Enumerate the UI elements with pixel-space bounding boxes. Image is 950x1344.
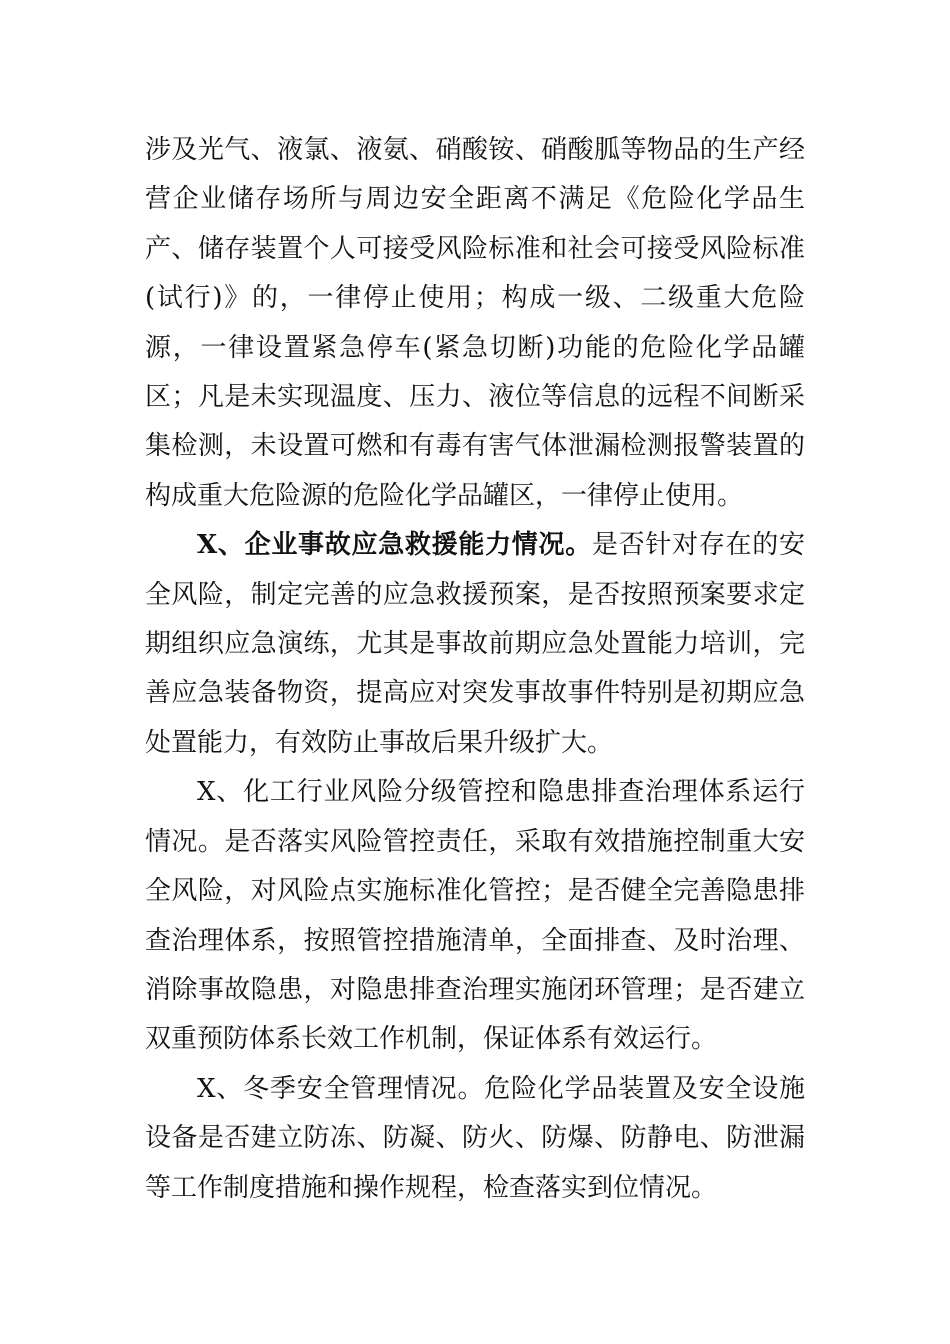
paragraph-text: X、化工行业风险分级管控和隐患排查治理体系运行情况。是否落实风险管控责任，采取有效措施控制重大安全风险，对风险点实施标准化管控；是否健全完善隐患排查治理体系，按照管控措施清单，全面排查、及时治理、消除事故隐患，对隐患排查治理实施闭环管理；是否建立双重预防体系长效工作机制，保证体系有效运行。 — [145, 777, 805, 1055]
paragraph-text: X、冬季安全管理情况。危险化学品装置及安全设施设备是否建立防冻、防凝、防火、防爆、防静电、防泄漏等工作制度措施和操作规程，检查落实到位情况。 — [145, 1073, 805, 1203]
paragraph-hazard-storage — [145, 126, 805, 521]
document-page — [145, 126, 805, 1213]
paragraph-winter-safety — [145, 1065, 805, 1213]
paragraph-heading: X、企业事故应急救援能力情况。 — [197, 530, 592, 561]
paragraph-emergency-rescue — [145, 521, 805, 768]
paragraph-text: 是否针对存在的安全风险，制定完善的应急救援预案，是否按照预案要求定期组织应急演练，尤其是事故前期应急处置能力培训，完善应急装备物资，提高应对突发事故事件特别是初期应急处置能力，有效防止事故后果升级扩大。 — [145, 530, 805, 758]
paragraph-text: 涉及光气、液氯、液氨、硝酸铵、硝酸胍等物品的生产经营企业储存场所与周边安全距离不满足《危险化学品生产、储存装置个人可接受风险标准和社会可接受风险标准(试行)》的，一律停止使用；构成一级、二级重大危险源，一律设置紧急停车(紧急切断)功能的危险化学品罐区；凡是未实现温度、压力、液位等信息的远程不间断采集检测，未设置可燃和有毒有害气体泄漏检测报警装置的构成重大危险源的危险化学品罐区，一律停止使用。 — [145, 135, 805, 511]
paragraph-risk-control — [145, 768, 805, 1064]
